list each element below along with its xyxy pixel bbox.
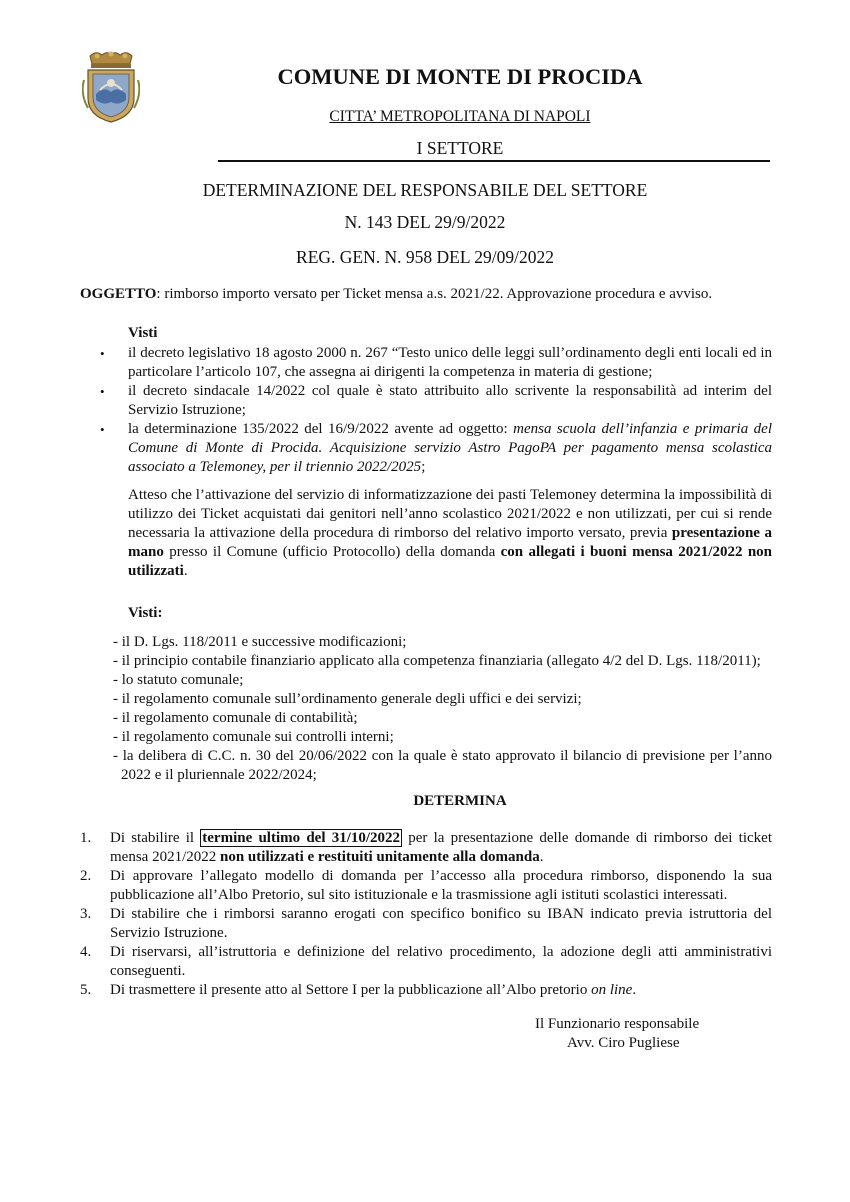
list-item: - il regolamento comunale di contabilità; [113, 710, 358, 726]
list-item: • il decreto legislativo 18 agosto 2000 n. 267 “Testo unico delle leggi sull’ordinamento degli enti locali ed in particolare l’articolo 107, che assegna ai dirigenti la competenza in materia di gestione; [100, 345, 772, 380]
bullet-icon: • [100, 422, 105, 437]
list-item: - il regolamento comunale sui controlli interni; [113, 729, 394, 745]
list-item: - il regolamento comunale sull’ordinamento generale degli uffici e dei servizi; [113, 691, 582, 707]
general-register-number: REG. GEN. N. 958 DEL 29/09/2022 [296, 247, 554, 267]
list-item: 4. Di riservarsi, all’istruttoria e definizione del relativo procedimento, la adozione degli atti amministrativi conseguenti. [80, 944, 772, 979]
visti-dash-list [113, 633, 772, 785]
sector-label: I SETTORE [416, 138, 504, 158]
metropolitan-city-subtitle: CITTA’ METROPOLITANA DI NAPOLI [329, 108, 591, 125]
list-item: - il principio contabile finanziario applicato alla competenza finanziaria (allegato 4/2 del D. Lgs. 118/2011); [113, 653, 761, 669]
list-item: • la determinazione 135/2022 del 16/9/2022 avente ad oggetto: mensa scuola dell’infanzia e primaria del Comune di Monte di Procida. Acquisizione servizio Astro PagoPA per pagamento mensa scolastica associato a Telemoney, per il triennio 2022/2025; [100, 421, 772, 475]
visti-heading: Visti [128, 325, 158, 341]
list-item: - la delibera di C.C. n. 30 del 20/06/2022 con la quale è stato approvato il bilancio di previsione per l’anno 2022 e il pluriennale 2022/2024; [113, 748, 772, 783]
determina-heading: DETERMINA [413, 793, 507, 809]
header-divider [218, 160, 770, 162]
list-item: 1. Di stabilire il termine ultimo del 31/10/2022 per la presentazione delle domande di rimborso dei ticket mensa 2021/2022 non utilizzati e restituiti unitamente alla domanda. [80, 830, 772, 865]
list-item: 3. Di stabilire che i rimborsi saranno erogati con specifico bonifico su IBAN indicato previa istruttoria del Servizio Istruzione. [80, 906, 772, 941]
bullet-icon: • [100, 346, 105, 361]
list-item: 5. Di trasmettere il presente atto al Settore I per la pubblicazione all’Albo pretorio on line. [80, 982, 637, 998]
subject-line [80, 286, 712, 303]
determination-title: DETERMINAZIONE DEL RESPONSABILE DEL SETTORE [202, 180, 648, 200]
determination-number: N. 143 DEL 29/9/2022 [344, 212, 506, 232]
signature-name: Avv. Ciro Pugliese [567, 1035, 680, 1051]
deadline-highlight: termine ultimo del 31/10/2022 [202, 830, 401, 846]
list-item: - lo statuto comunale; [113, 672, 244, 688]
list-item: • il decreto sindacale 14/2022 col quale è stato attribuito allo scrivente la responsabilità ad interim del Servizio Istruzione; [100, 383, 772, 418]
visti-heading-2: Visti: [128, 605, 163, 621]
bullet-icon: • [100, 384, 105, 399]
subject-text: : rimborso importo versato per Ticket mensa a.s. 2021/22. Approvazione procedura e avviso. [156, 286, 713, 302]
signature-role: Il Funzionario responsabile [535, 1016, 700, 1032]
visti-bullet-list [100, 344, 772, 477]
list-item: - il D. Lgs. 118/2011 e successive modificazioni; [113, 634, 407, 650]
subject-label: OGGETTO [80, 286, 157, 302]
determina-numbered-list [80, 829, 772, 1000]
atteso-paragraph: Atteso che l’attivazione del servizio di informatizzazione dei pasti Telemoney determina la impossibilità di utilizzo dei Ticket acquistati dai genitori nell’anno scolastico 2021/2022 e non utilizzati, per cui si rende necessaria la attivazione della procedura di rimborso del relativo importo versato, previa presentazione a mano presso il Comune (ufficio Protocollo) della domanda con allegati i buoni mensa 2021/2022 non utilizzati. [128, 487, 773, 579]
list-item: 2. Di approvare l’allegato modello di domanda per l’accesso alla procedura rimborso, disponendo la sua pubblicazione all’Albo Pretorio, sul sito istituzionale e la trasmissione agli istituti scolastici interessati. [80, 868, 772, 903]
municipality-title: COMUNE DI MONTE DI PROCIDA [277, 64, 643, 89]
